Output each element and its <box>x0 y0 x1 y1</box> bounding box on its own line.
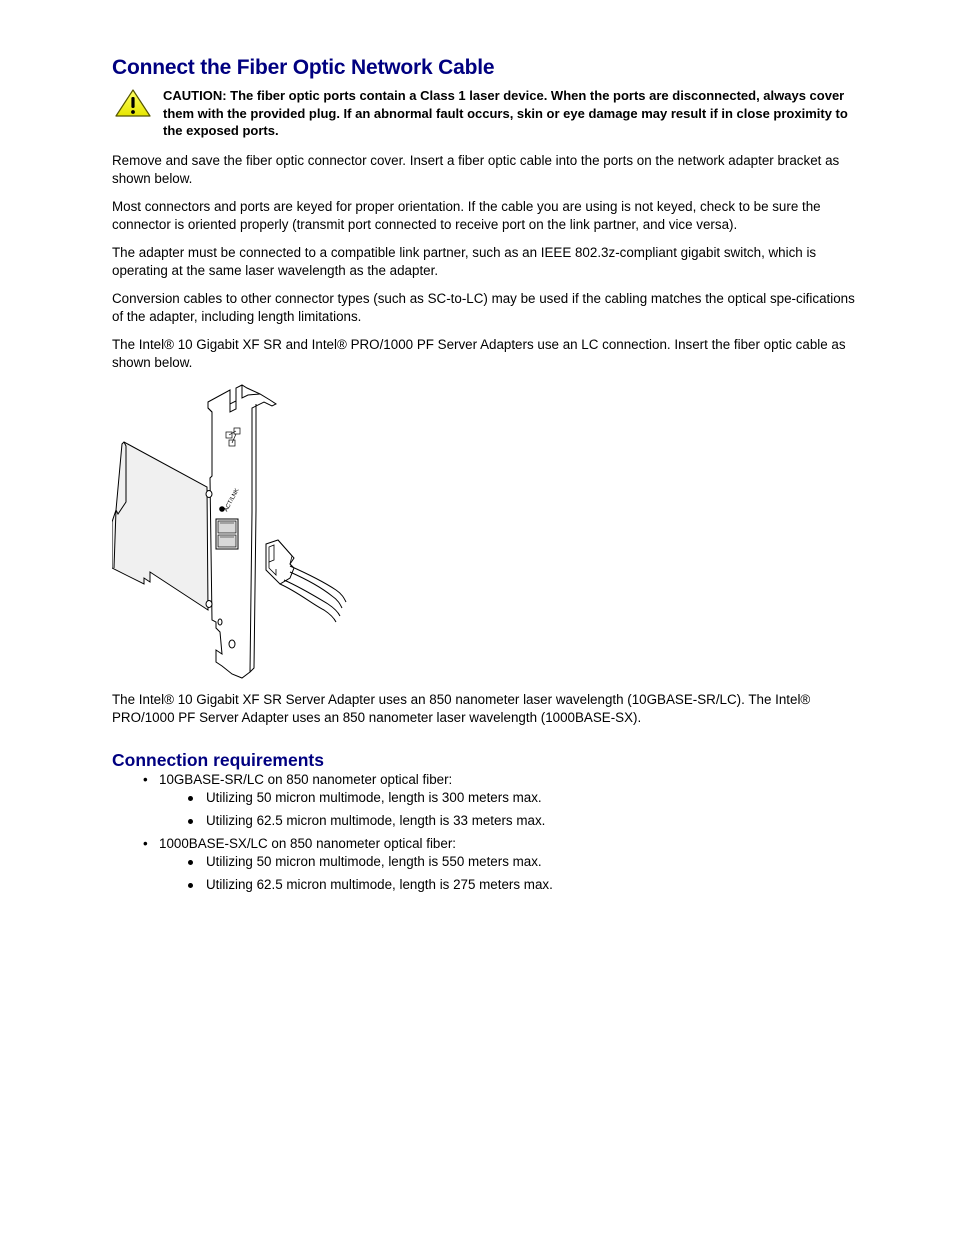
list-item <box>112 835 868 894</box>
sub-list-item <box>159 812 868 830</box>
bullet-icon <box>188 860 193 865</box>
fiber-adapter-illustration <box>112 382 352 680</box>
caution-text: CAUTION: The fiber optic ports contain a Class 1 laser device. When the ports are disconnected, always cover them with the provided plug. If an abnormal fault occurs, skin or eye damage may result if in close proximity to the exposed ports. <box>163 88 848 138</box>
document-page <box>112 54 868 899</box>
paragraph: Conversion cables to other connector types (such as SC-to-LC) may be used if the cabling matches the optical spe-cifications of the adapter, including length limitations. <box>112 291 855 324</box>
paragraph: Remove and save the fiber optic connector cover. Insert a fiber optic cable into the ports on the network adapter bracket as shown below. <box>112 153 840 186</box>
bullet-icon: • <box>143 772 148 787</box>
paragraph-wavelength: The Intel® 10 Gigabit XF SR Server Adapter uses an 850 nanometer laser wavelength (10GBASE-SR/LC). The Intel® PRO/1000 PF Server Adapter uses an 850 nanometer laser wavelength (1000BASE-SX). <box>112 692 811 725</box>
sub-list <box>159 789 868 830</box>
bullet-icon <box>188 819 193 824</box>
warning-triangle-icon <box>115 89 151 117</box>
sub-list-item <box>159 789 868 807</box>
fiber-adapter-lc-cable-illustration <box>112 382 352 680</box>
caution-notice <box>112 87 868 141</box>
sub-list-item-label: Utilizing 50 micron multimode, length is 300 meters max. <box>206 790 542 805</box>
paragraph: The adapter must be connected to a compatible link partner, such as an IEEE 802.3z-compliant gigabit switch, which is operating at the same laser wavelength as the adapter. <box>112 245 817 278</box>
page-title: Connect the Fiber Optic Network Cable <box>112 56 495 79</box>
list-item <box>112 771 868 830</box>
fiber-cable <box>290 566 346 602</box>
list-item-label: 1000BASE-SX/LC on 850 nanometer optical fiber: <box>159 836 457 851</box>
section-heading: Connection requirements <box>112 750 324 770</box>
sub-list-item-label: Utilizing 62.5 micron multimode, length is 275 meters max. <box>206 877 553 892</box>
bullet-icon <box>188 883 193 888</box>
requirements-list <box>112 771 868 894</box>
paragraph: Most connectors and ports are keyed for proper orientation. If the cable you are using is not keyed, check to be sure the connector is oriented properly (transmit port connected to receive port on the link partner, and vice versa). <box>112 199 821 232</box>
sub-list <box>159 853 868 894</box>
paragraph: The Intel® 10 Gigabit XF SR and Intel® PRO/1000 PF Server Adapters use an LC connection. Insert the fiber optic cable as shown below. <box>112 337 846 370</box>
sub-list-item <box>159 876 868 894</box>
sub-list-item-label: Utilizing 50 micron multimode, length is 550 meters max. <box>206 854 542 869</box>
bracket-label: ACT/LNK <box>223 487 241 513</box>
bullet-icon <box>188 796 193 801</box>
sub-list-item-label: Utilizing 62.5 micron multimode, length is 33 meters max. <box>206 813 546 828</box>
sub-list-item <box>159 853 868 871</box>
list-item-label: 10GBASE-SR/LC on 850 nanometer optical fiber: <box>159 772 453 787</box>
bullet-icon: • <box>143 836 148 851</box>
